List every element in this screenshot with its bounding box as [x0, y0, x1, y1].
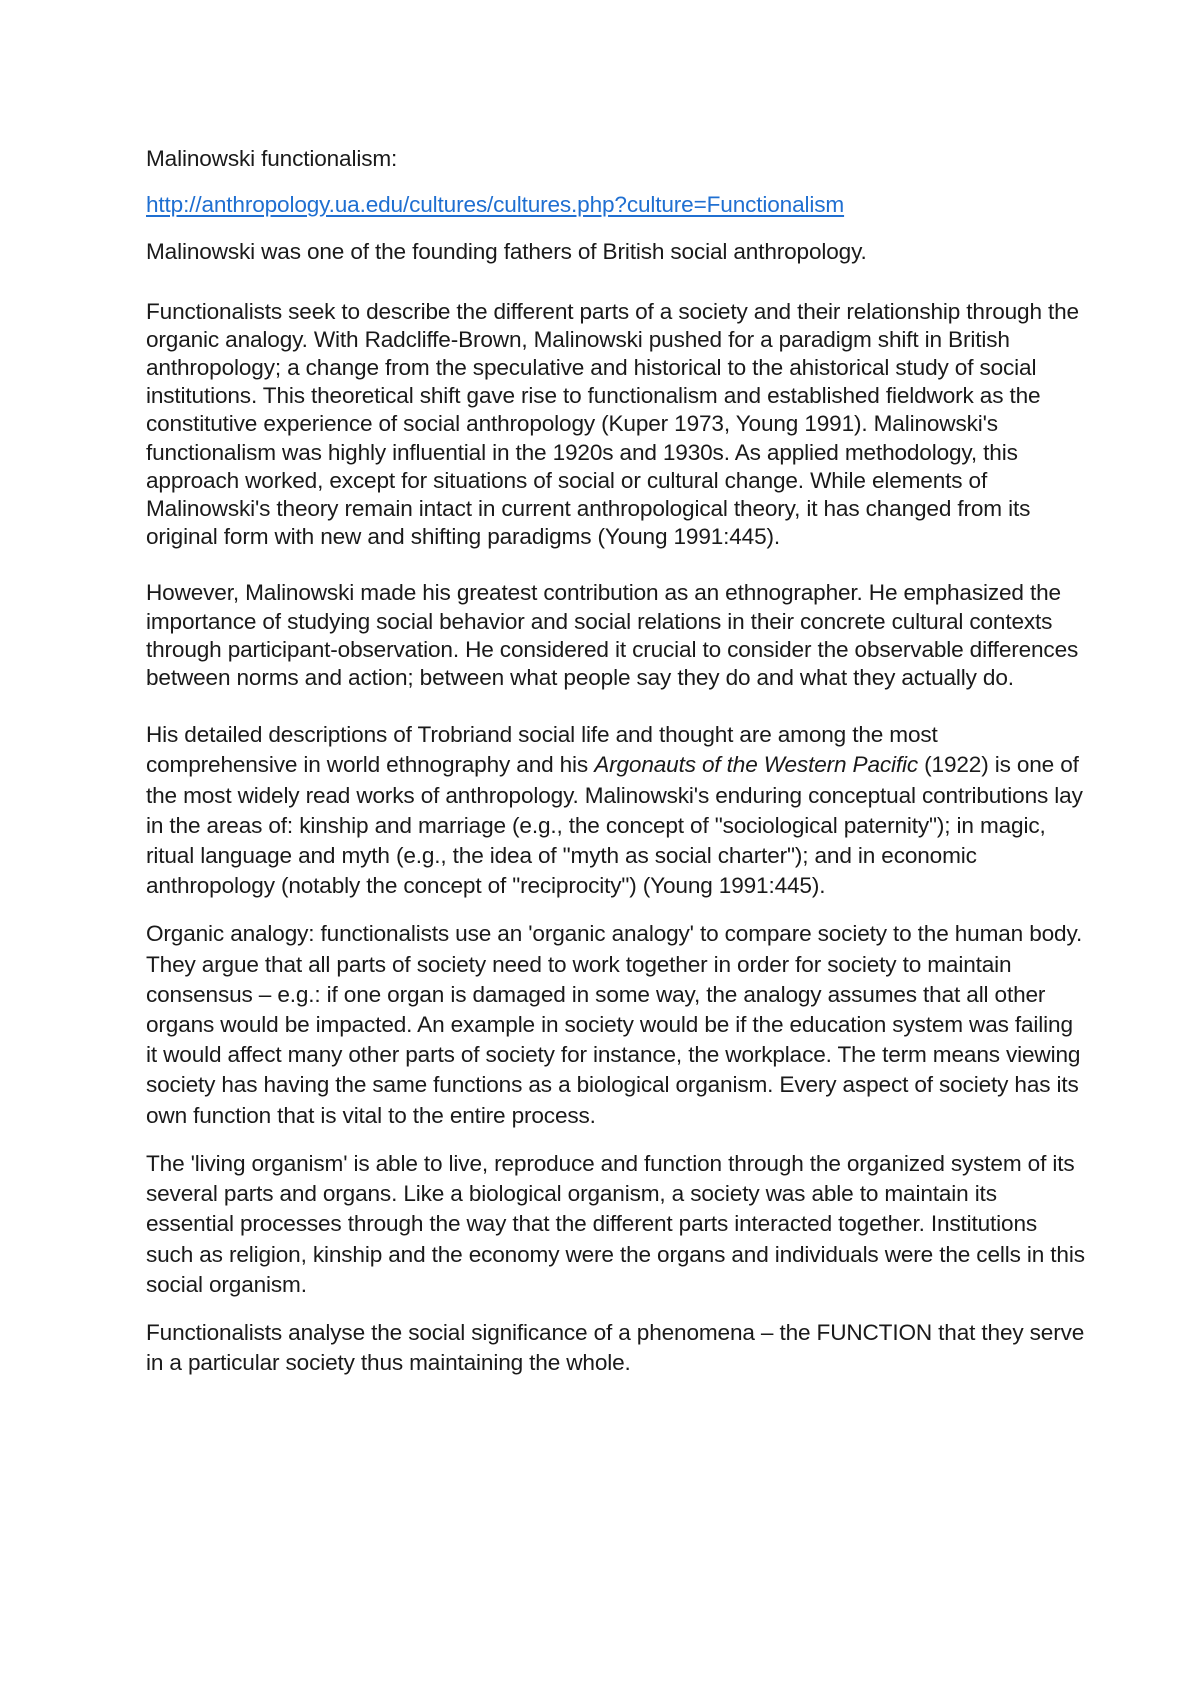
- paragraph-living-organism: The 'living organism' is able to live, reproduce and function through the organized system of its several parts and organs. Like a biological organism, a society was able to maintain its essential processes through the way that the different parts interacted together. Institutions such as religion, kinship and the economy were the organs and individuals were the cells in this social organism.: [146, 1150, 1085, 1297]
- document-page: [146, 145, 1086, 1378]
- source-link-line: [146, 191, 1086, 219]
- intro-paragraph: Malinowski was one of the founding fathers of British social anthropology.: [146, 239, 867, 265]
- paragraph-function: Functionalists analyse the social significance of a phenomena – the FUNCTION that they serve in a particular society thus maintaining the whole.: [146, 1319, 1085, 1376]
- paragraph-trobriand: [146, 720, 1086, 901]
- book-title-argonauts: Argonauts of the Western Pacific: [594, 752, 919, 778]
- paragraph-ethnographer: However, Malinowski made his greatest contribution as an ethnographer. He emphasized the importance of studying social behavior and social relations in their concrete cultural contexts through participant-observation. He considered it crucial to consider the observable differences between norms and action; between what people say they do and what they actually do.: [146, 580, 1079, 691]
- source-link[interactable]: http://anthropology.ua.edu/cultures/cultures.php?culture=Functionalism: [146, 192, 845, 218]
- paragraph-trobriand-start: His detailed descriptions of Trobriand social life and thought are among the most comprehensive in world ethnography and his: [146, 722, 938, 778]
- paragraph-organic-analogy: Organic analogy: functionalists use an 'organic analogy' to compare society to the human body. They argue that all parts of society need to work together in order for society to maintain consensus – e.g.: if one organ is damaged in some way, the analogy assumes that all other organs would be impacted. An example in society would be if the education system was failing it would affect many other parts of society for instance, the workplace. The term means viewing society has having the same functions as a biological organism. Every aspect of society has its own function that is vital to the entire process.: [146, 921, 1083, 1128]
- document-title: Malinowski functionalism:: [146, 146, 398, 171]
- paragraph-functionalists: Functionalists seek to describe the different parts of a society and their relationship through the organic analogy. With Radcliffe-Brown, Malinowski pushed for a paradigm shift in British anthropology; a change from the speculative and historical to the ahistorical study of social institutions. This theoretical shift gave rise to functionalism and established fieldwork as the constitutive experience of social anthropology (Kuper 1973, Young 1991). Malinowski's functionalism was highly influential in the 1920s and 1930s. As applied methodology, this approach worked, except for situations of social or cultural change. While elements of Malinowski's theory remain intact in current anthropological theory, it has changed from its original form with new and shifting paradigms (Young 1991:445).: [146, 298, 1079, 550]
- paragraph-trobriand-end: (1922) is one of the most widely read works of anthropology. Malinowski's enduring conceptual contributions lay in the areas of: kinship and marriage (e.g., the concept of "sociological paternity"); in magic, ritual language and myth (e.g., the idea of "myth as social charter"); and in economic anthropology (notably the concept of "reciprocity") (Young 1991:445).: [146, 752, 1083, 899]
